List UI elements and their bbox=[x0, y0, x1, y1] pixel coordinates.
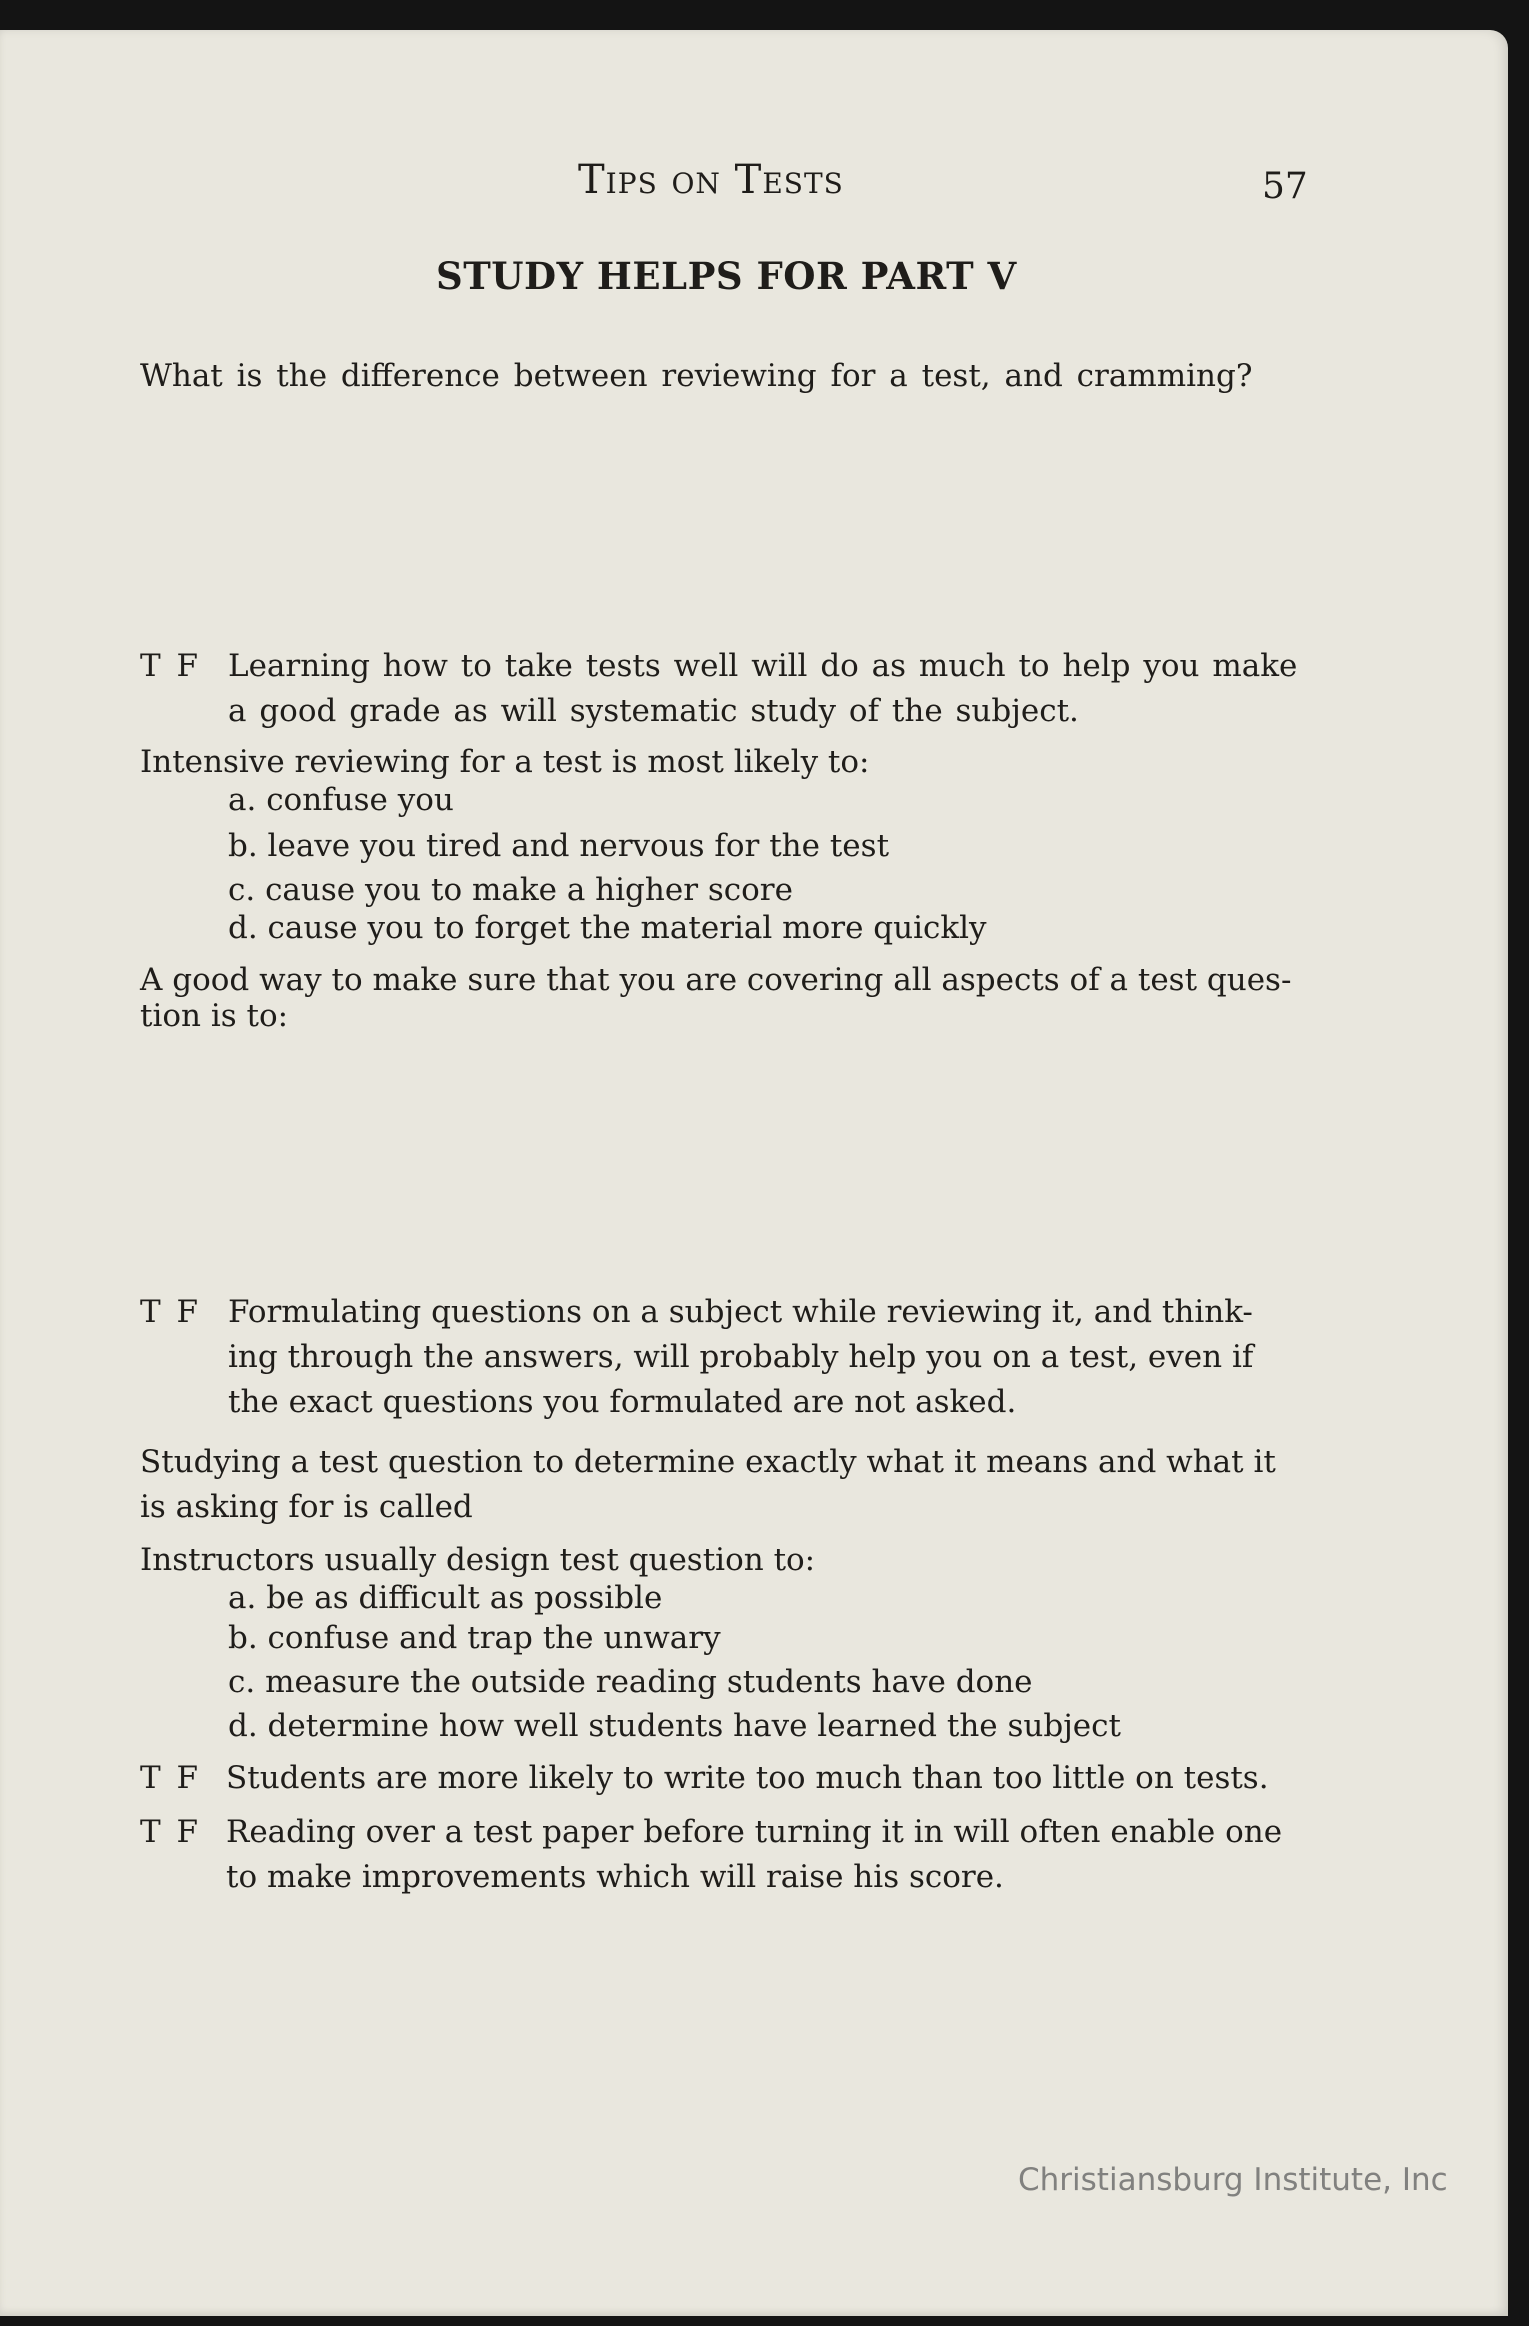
question-reviewing-vs-cramming: What is the difference between reviewing for a test, and cramming? bbox=[140, 358, 1253, 394]
true-false-item-4 bbox=[140, 1810, 1340, 1905]
true-false-marker: T F bbox=[140, 648, 199, 684]
true-false-item-3 bbox=[140, 1756, 1340, 1806]
question-term-line: Studying a test question to determine exactly what it means and what it bbox=[140, 1444, 1276, 1480]
true-false-marker: T F bbox=[140, 1760, 199, 1796]
option-c: c. measure the outside reading students have done bbox=[228, 1664, 1033, 1700]
question-intensive-reviewing: Intensive reviewing for a test is most likely to: bbox=[140, 744, 870, 780]
true-false-item-1 bbox=[140, 644, 1340, 744]
option-d: d. cause you to forget the material more quickly bbox=[228, 910, 987, 946]
true-false-text-line: Learning how to take tests well will do as much to help you make bbox=[228, 648, 1298, 684]
option-b: b. leave you tired and nervous for the test bbox=[228, 828, 890, 864]
true-false-item-2 bbox=[140, 1290, 1340, 1430]
section-title: STUDY HELPS FOR PART V bbox=[436, 254, 1017, 298]
option-a: a. be as difficult as possible bbox=[228, 1580, 663, 1616]
option-a: a. confuse you bbox=[228, 782, 454, 818]
running-head: Tips on Tests bbox=[578, 157, 844, 203]
true-false-text-line: Students are more likely to write too much than too little on tests. bbox=[226, 1760, 1269, 1796]
true-false-text-line: Reading over a test paper before turning it in will often enable one bbox=[226, 1814, 1283, 1850]
option-b: b. confuse and trap the unwary bbox=[228, 1620, 721, 1656]
question-term-line: is asking for is called bbox=[140, 1489, 473, 1525]
question-covering-aspects-line: tion is to: bbox=[140, 998, 289, 1034]
question-covering-aspects-line: A good way to make sure that you are covering all aspects of a test ques- bbox=[140, 962, 1292, 998]
true-false-text-line: Formulating questions on a subject while reviewing it, and think- bbox=[228, 1294, 1253, 1330]
page-number: 57 bbox=[1262, 166, 1308, 207]
true-false-text-line: a good grade as will systematic study of the subject. bbox=[228, 693, 1079, 729]
true-false-text-line: the exact questions you formulated are not asked. bbox=[228, 1384, 1017, 1420]
option-d: d. determine how well students have learned the subject bbox=[228, 1708, 1121, 1744]
true-false-text-line: ing through the answers, will probably help you on a test, even if bbox=[228, 1339, 1254, 1375]
option-c: c. cause you to make a higher score bbox=[228, 872, 793, 908]
true-false-text-line: to make improvements which will raise his score. bbox=[226, 1859, 1004, 1895]
true-false-marker: T F bbox=[140, 1814, 199, 1850]
watermark: Christiansburg Institute, Inc bbox=[1018, 2162, 1448, 2198]
question-instructors-design: Instructors usually design test question to: bbox=[140, 1542, 816, 1578]
true-false-marker: T F bbox=[140, 1294, 199, 1330]
